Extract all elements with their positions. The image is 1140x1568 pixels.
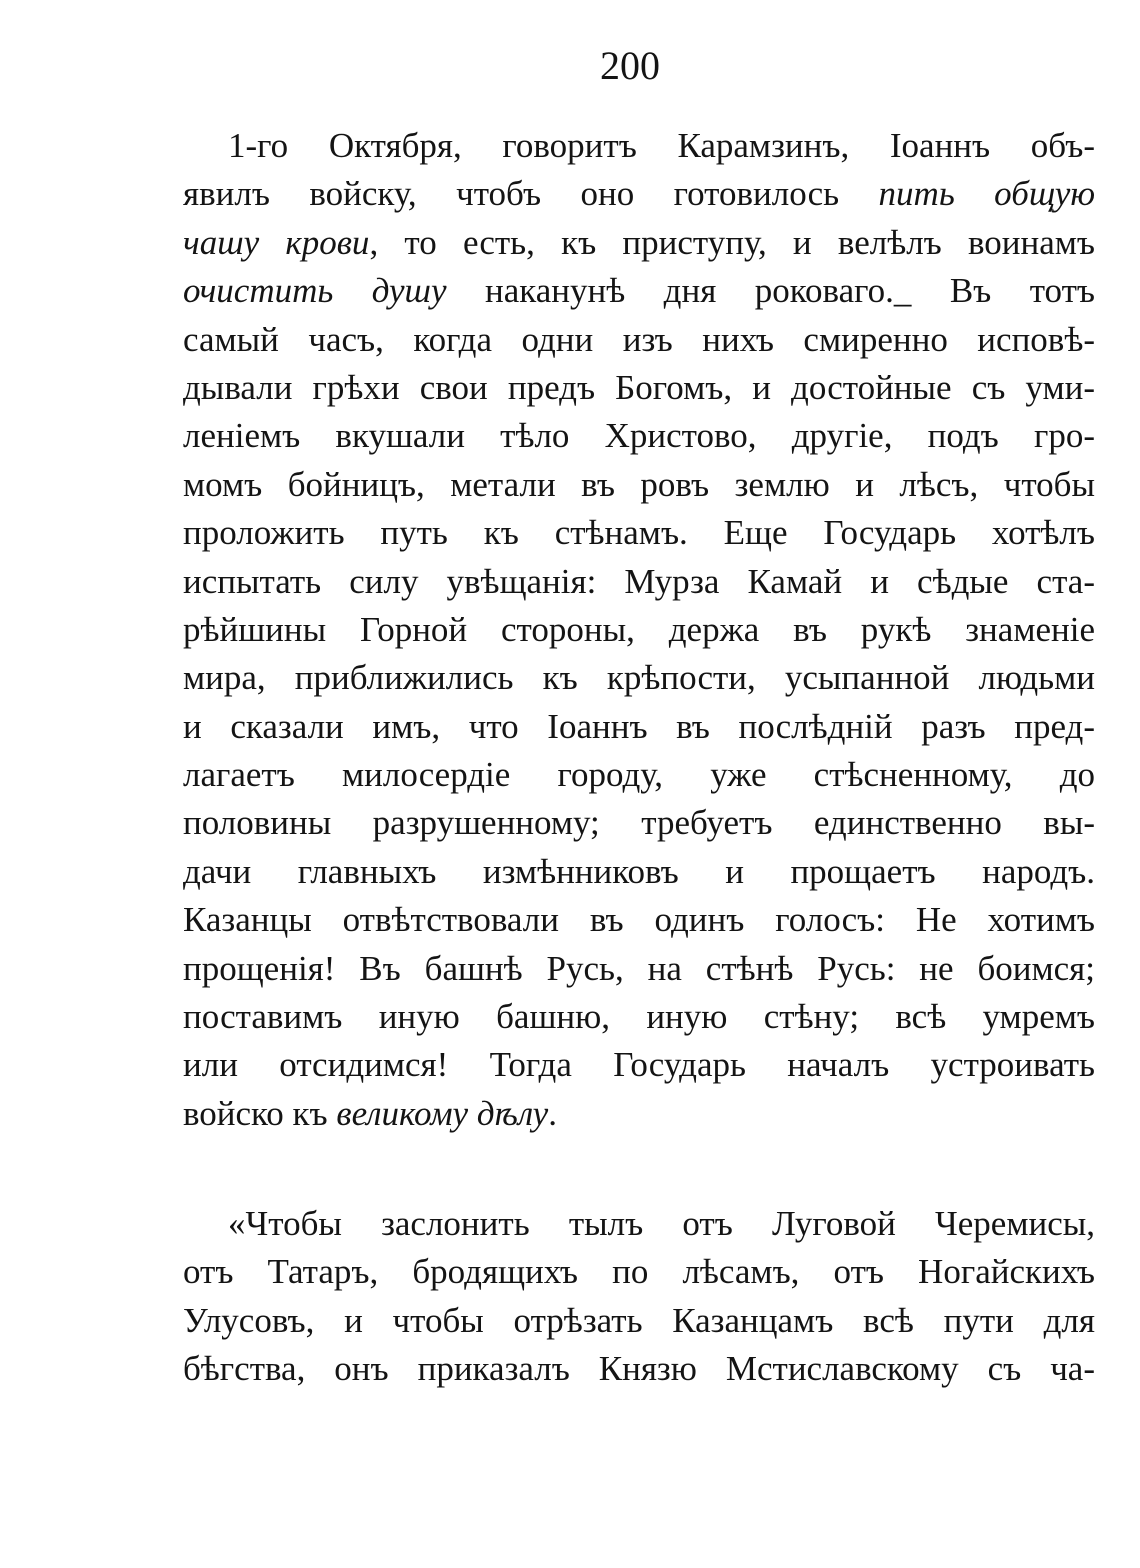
text-line: [183, 219, 1095, 267]
text-line: [183, 1200, 1095, 1248]
text-segment: прощенія! Въ башнѣ Русь, на стѣнѣ Русь: не боимся;: [183, 948, 1095, 988]
text-segment: рѣйшины Горной стороны, держа въ рукѣ знаменіе: [183, 609, 1095, 649]
text-segment: испытать силу увѣщанія: Мурза Камай и сѣдые ста-: [183, 561, 1095, 601]
text-segment: явилъ войску, чтобъ оно готовилось: [183, 174, 879, 214]
text-line: [183, 316, 1095, 364]
text-line: [183, 1041, 1095, 1089]
text-segment: момъ бойницъ, метали въ ровъ землю и лѣсъ, чтобы: [183, 464, 1095, 504]
text-line: [183, 412, 1095, 460]
text-segment: проложить путь къ стѣнамъ. Еще Государь хотѣлъ: [183, 513, 1095, 553]
text-line: [183, 122, 1095, 170]
text-line: [183, 267, 1095, 315]
text-line: [183, 170, 1095, 218]
text-segment: дачи главныхъ измѣнниковъ и прощаетъ народъ.: [183, 851, 1095, 891]
text-segment: поставимъ иную башню, иную стѣну; всѣ умремъ: [183, 997, 1095, 1037]
text-line: [183, 1297, 1095, 1345]
text-line: [183, 945, 1095, 993]
text-line: [183, 1345, 1095, 1393]
text-line: [183, 558, 1095, 606]
text-segment: дывали грѣхи свои предъ Богомъ, и достойные съ уми-: [183, 367, 1095, 407]
text-segment: половины разрушенному; требуетъ единственно вы-: [183, 803, 1095, 843]
text-line: [183, 654, 1095, 702]
text-segment: бѣгства, онъ приказалъ Князю Мстиславскому съ ча-: [183, 1349, 1095, 1389]
text-line: [183, 509, 1095, 557]
paragraph-1: [183, 122, 1095, 1138]
text-segment: войско къ: [183, 1093, 337, 1133]
italic-text: великому дѣлу: [336, 1093, 549, 1133]
text-line: [183, 993, 1095, 1041]
text-segment: , то есть, къ приступу, и велѣлъ воинамъ: [369, 222, 1095, 262]
text-segment: 1-го Октября, говоритъ Карамзинъ, Іоаннъ объ-: [228, 126, 1095, 165]
text-line: [183, 799, 1095, 847]
text-line: [183, 703, 1095, 751]
text-segment: самый часъ, когда одни изъ нихъ смиренно исповѣ-: [183, 319, 1095, 359]
italic-text: пить общую: [878, 174, 1095, 214]
italic-text: чашу крови: [183, 222, 370, 262]
text-line: [183, 461, 1095, 509]
italic-text: очистить душу: [183, 271, 447, 311]
text-segment: мира, приближились къ крѣпости, усыпанной людьми: [183, 658, 1095, 698]
paragraph-2: [183, 1200, 1095, 1394]
text-segment: отъ Татаръ, бродящихъ по лѣсамъ, отъ Ногайскихъ: [183, 1252, 1095, 1292]
text-segment: лагаетъ милосердіе городу, уже стѣсненному, до: [183, 755, 1095, 795]
text-line: [183, 751, 1095, 799]
text-segment: .: [548, 1093, 557, 1133]
text-line: [183, 848, 1095, 896]
text-line: [183, 364, 1095, 412]
text-segment: наканунѣ дня роковаго._ Въ тотъ: [446, 271, 1095, 311]
text-segment: Казанцы отвѣтствовали въ одинъ голосъ: Не хотимъ: [183, 900, 1095, 940]
text-segment: «Чтобы заслонить тылъ отъ Луговой Черемисы,: [228, 1204, 1095, 1243]
text-segment: Улусовъ, и чтобы отрѣзать Казанцамъ всѣ пути для: [183, 1300, 1095, 1340]
page-number: 200: [600, 43, 660, 88]
text-segment: леніемъ вкушали тѣло Христово, другіе, подъ гро-: [183, 416, 1095, 456]
text-segment: и сказали имъ, что Іоаннъ въ послѣдній разъ пред-: [183, 706, 1095, 746]
text-line: [183, 606, 1095, 654]
text-line: [183, 1090, 1095, 1138]
text-line: [183, 1248, 1095, 1296]
text-line: [183, 896, 1095, 944]
text-segment: или отсидимся! Тогда Государь началъ устроивать: [183, 1045, 1095, 1085]
